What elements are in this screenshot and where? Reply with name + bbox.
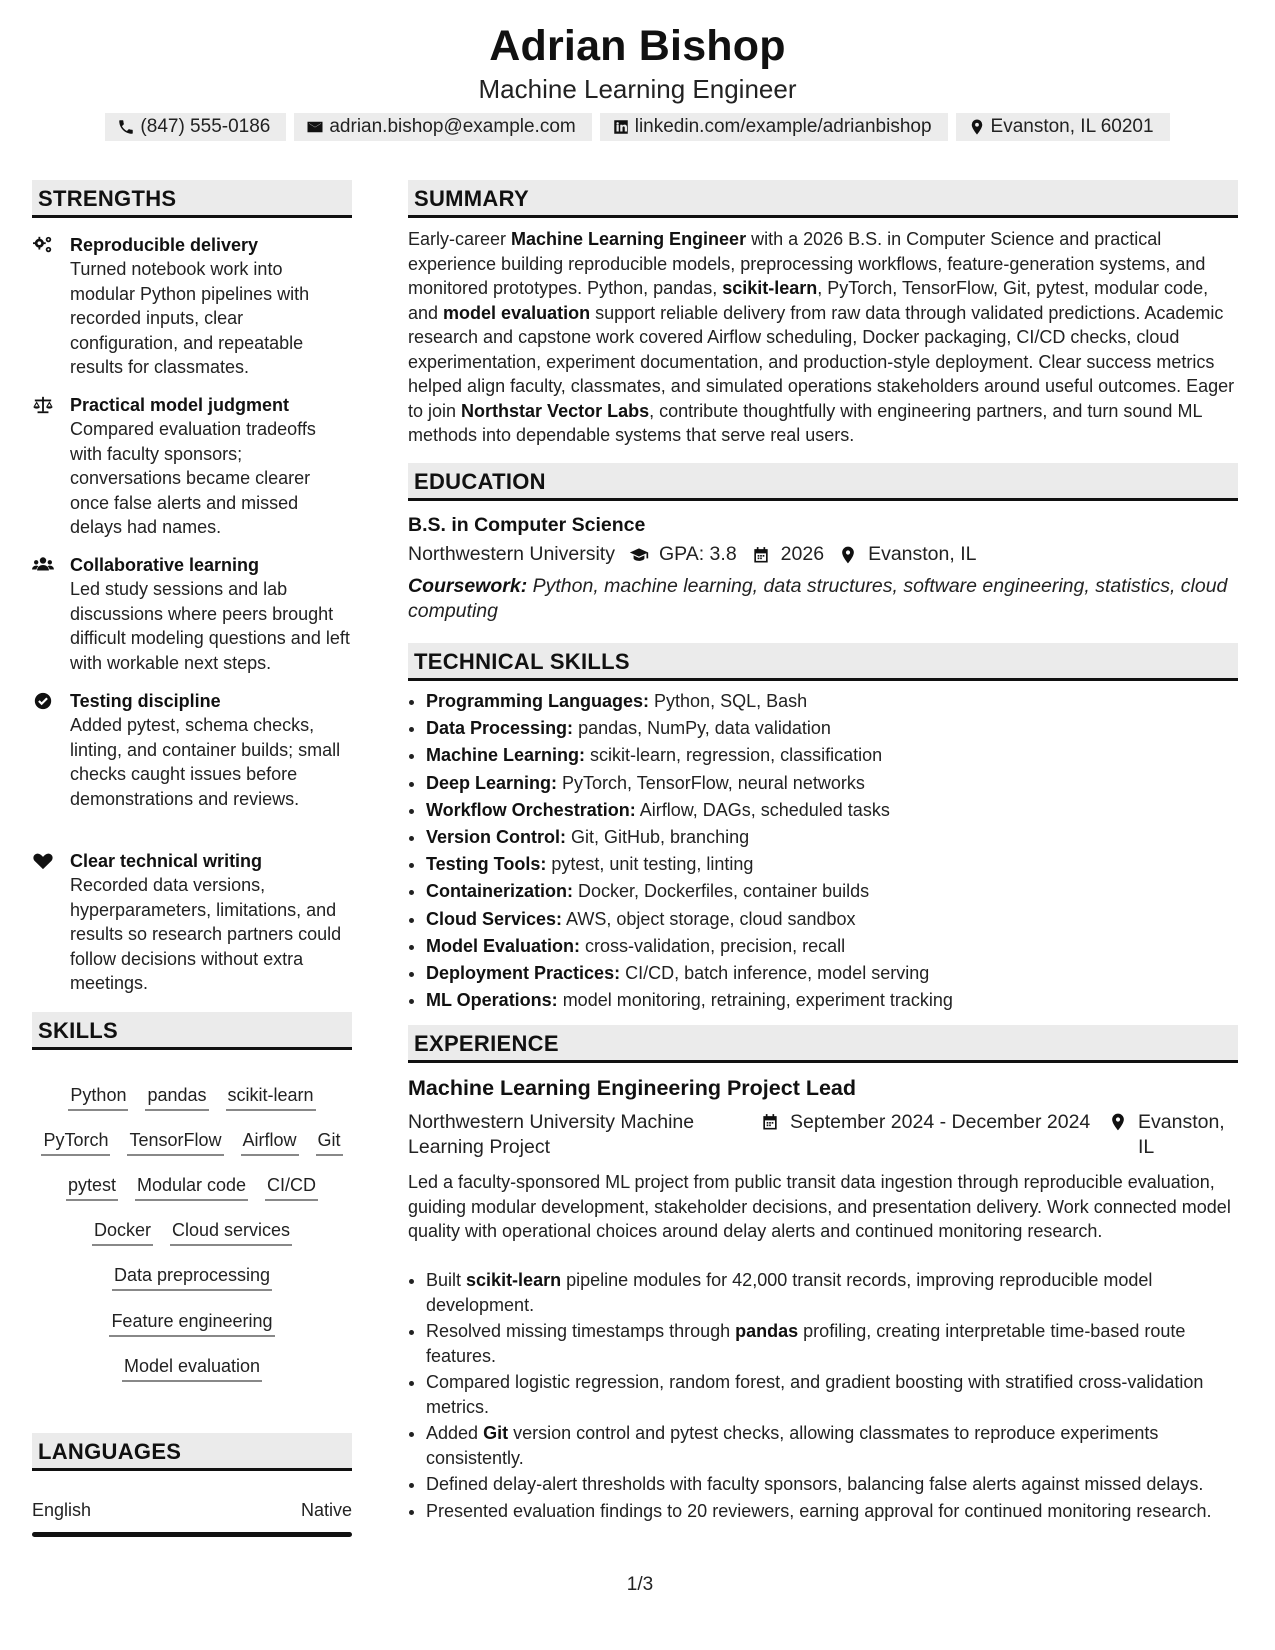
map-pin-icon: [968, 118, 986, 136]
technical-skill-label: Deep Learning:: [426, 772, 558, 793]
technical-skill-item: [426, 878, 1246, 905]
skill-tag-row: [32, 1219, 352, 1246]
body-text: version control and pytest checks, allowing classmates to reproduce experiments consistently.: [426, 1423, 1159, 1468]
contact-email[interactable]: [294, 113, 591, 141]
education-heading: [408, 463, 1238, 501]
phone-icon: [117, 118, 135, 136]
strength-title: Collaborative learning: [70, 555, 260, 575]
skill-tag-row: [32, 1129, 352, 1156]
strength-text: Turned notebook work into modular Python pipelines with recorded inputs, clear configuration, and repeatable results for classmates.: [70, 259, 310, 377]
job-location-text: Evanston, IL: [1138, 1111, 1225, 1158]
job-bullet: [426, 1472, 1246, 1497]
technical-skill-item: [426, 960, 1246, 987]
language-proficiency-bar: [32, 1532, 352, 1537]
gpa: GPA: 3.8: [658, 543, 737, 565]
coursework: [408, 574, 1238, 624]
skill-tag-row: [32, 1355, 352, 1382]
technical-skill-label: Model Evaluation:: [426, 935, 581, 956]
job-description: Led a faculty-sponsored ML project from public transit data ingestion through reproducible evaluation, guiding modular development, stakeholder decisions, and presentation delivery. Work connected model quality with operational choices around delay alerts and continued monitoring research.: [408, 1172, 1231, 1241]
strength-title: Clear technical writing: [70, 851, 263, 871]
job-bullet: [426, 1421, 1246, 1470]
technical-skill-item: [426, 715, 1246, 742]
technical-skill-value: CI/CD, batch inference, model serving: [620, 963, 930, 984]
technical-skills-list: [408, 688, 1246, 1014]
language-level: Native: [300, 1500, 352, 1520]
strength-text: Compared evaluation tradeoffs with faculty sponsors; conversations became clearer once false alerts and missed delays had names.: [70, 419, 316, 537]
languages-heading-text: LANGUAGES: [38, 1439, 182, 1464]
skill-tag: Docker: [92, 1219, 153, 1246]
body-text: Built: [426, 1270, 467, 1290]
body-text: with a 2026 B.S. in Computer Science and practical experience building reproducible models, preprocessing workflows, feature-generation systems, and monitored prototypes. Python, pandas,: [408, 229, 1206, 298]
contact-location-text: Evanston, IL 60201: [990, 116, 1154, 137]
candidate-title: Machine Learning Engineer: [478, 74, 797, 104]
strength-text: Led study sessions and lab discussions where peers brought difficult modeling questions and left with workable next steps.: [70, 579, 350, 673]
job-bullet: [426, 1268, 1246, 1317]
emphasis-text: scikit-learn: [722, 278, 818, 298]
education-meta: [408, 543, 976, 566]
strength-title: Testing discipline: [70, 691, 221, 711]
technical-skill-item: [426, 742, 1246, 769]
technical-skill-label: Cloud Services:: [426, 908, 563, 929]
skill-tag: Feature engineering: [109, 1310, 274, 1337]
skill-tag: CI/CD: [265, 1174, 318, 1201]
contact-linkedin-text: linkedin.com/example/adrianbishop: [634, 116, 932, 137]
skill-tag-row: [32, 1084, 352, 1111]
strength-item: [32, 553, 352, 675]
users-icon: [32, 555, 54, 575]
job-bullet: [426, 1319, 1246, 1368]
school-name: Northwestern University: [408, 543, 615, 565]
contact-linkedin[interactable]: [600, 113, 948, 141]
languages-heading: [32, 1433, 352, 1471]
job-title: Machine Learning Engineering Project Lead: [408, 1076, 857, 1100]
candidate-name: Adrian Bishop: [489, 22, 786, 70]
strength-item: [32, 233, 352, 380]
skill-tag: scikit-learn: [226, 1084, 316, 1111]
technical-skill-label: ML Operations:: [426, 990, 558, 1011]
technical-skill-value: Git, GitHub, branching: [566, 827, 750, 848]
body-text: Added: [426, 1423, 484, 1443]
skill-tag: Data preprocessing: [112, 1264, 272, 1291]
school-location: Evanston, IL: [868, 543, 977, 565]
skill-tag: PyTorch: [41, 1129, 110, 1156]
technical-skill-item: [426, 987, 1246, 1014]
technical-skill-value: Python, SQL, Bash: [649, 691, 808, 711]
technical-skills-heading-text: TECHNICAL SKILLS: [414, 649, 630, 674]
emphasis-text: scikit-learn: [466, 1270, 562, 1290]
job-organization: Northwestern University Machine Learning Project: [408, 1111, 695, 1158]
skill-tag: Python: [68, 1084, 128, 1111]
summary-heading-text: SUMMARY: [414, 186, 529, 211]
job-bullet: [426, 1370, 1246, 1419]
degree-title: B.S. in Computer Science: [408, 514, 646, 536]
language-name: English: [32, 1500, 92, 1520]
experience-heading: [408, 1025, 1238, 1063]
technical-skill-item: [426, 770, 1246, 797]
technical-skills-heading: [408, 643, 1238, 681]
technical-skill-label: Programming Languages:: [426, 691, 650, 711]
emphasis-text: Git: [483, 1423, 509, 1443]
technical-skill-value: cross-validation, precision, recall: [580, 935, 846, 956]
technical-skill-value: Docker, Dockerfiles, container builds: [573, 881, 870, 902]
strength-item: [32, 393, 352, 540]
job-bullets: [408, 1268, 1246, 1525]
map-pin-icon: [838, 545, 858, 565]
skill-tag: Git: [316, 1129, 343, 1156]
body-text: , PyTorch, TensorFlow, Git, pytest, modular code, and: [408, 278, 1209, 323]
scale-icon: [32, 395, 54, 415]
technical-skill-value: Airflow, DAGs, scheduled tasks: [635, 799, 890, 820]
skill-tag: Model evaluation: [122, 1355, 262, 1382]
job-location: [1108, 1110, 1238, 1159]
skill-tag: Airflow: [241, 1129, 299, 1156]
body-text: Compared logistic regression, random forest, and gradient boosting with stratified cross-validation metrics.: [426, 1372, 1204, 1417]
experience-heading-text: EXPERIENCE: [414, 1031, 559, 1056]
technical-skill-label: Testing Tools:: [426, 854, 547, 875]
strengths-heading: [32, 180, 352, 218]
technical-skill-value: AWS, object storage, cloud sandbox: [562, 908, 856, 929]
skill-tag-row: [32, 1174, 352, 1201]
technical-skill-value: model monitoring, retraining, experiment tracking: [557, 990, 953, 1011]
strength-text: Added pytest, schema checks, linting, and container builds; small checks caught issues before demonstrations and reviews.: [70, 715, 341, 809]
contact-email-text: adrian.bishop@example.com: [329, 116, 576, 137]
contact-phone[interactable]: [105, 113, 286, 141]
contact-bar: [0, 113, 1275, 141]
strength-item: [32, 849, 352, 996]
contact-location: [956, 113, 1170, 141]
skill-tag: pytest: [66, 1174, 118, 1201]
body-text: Resolved missing timestamps through: [426, 1321, 736, 1341]
strength-text: Recorded data versions, hyperparameters, limitations, and results so research partners could follow decisions without extra meetings.: [70, 875, 342, 993]
heart-icon: [32, 851, 54, 871]
summary-heading: [408, 180, 1238, 218]
skill-tag: Cloud services: [170, 1219, 292, 1246]
skills-heading-text: SKILLS: [38, 1018, 119, 1043]
coursework-list: Python, machine learning, data structures, software engineering, statistics, cloud computing: [408, 575, 1228, 622]
body-text: support reliable delivery from raw data through validated predictions. Academic research and capstone work covered Airflow scheduling, Docker packaging, CI/CD checks, cloud experimentation, experiment documentation, and production-style deployment. Clear success metrics helped align faculty, classmates, and simulated operations stakeholders around useful outcomes. Eager to join: [408, 302, 1235, 421]
technical-skill-value: pandas, NumPy, data validation: [573, 718, 831, 739]
technical-skill-label: Workflow Orchestration:: [426, 799, 636, 820]
technical-skill-item: [426, 906, 1246, 933]
job-dates-text: September 2024 - December 2024: [790, 1111, 1091, 1133]
page-number: 1/3: [626, 1574, 654, 1595]
map-pin-icon: [1108, 1112, 1128, 1132]
skill-tag: Modular code: [135, 1174, 248, 1201]
body-text: Presented evaluation findings to 20 reviewers, earning approval for continued monitoring research.: [426, 1500, 1212, 1521]
skills-heading: [32, 1012, 352, 1050]
education-heading-text: EDUCATION: [414, 469, 546, 494]
technical-skill-item: [426, 851, 1246, 878]
emphasis-text: Northstar Vector Labs: [461, 400, 650, 421]
technical-skill-value: scikit-learn, regression, classification: [585, 745, 883, 766]
technical-skill-item: [426, 933, 1246, 960]
graduation-cap-icon: [629, 545, 649, 565]
body-text: Defined delay-alert thresholds with faculty sponsors, balancing false alerts against missed delays.: [426, 1474, 1204, 1494]
technical-skill-item: [426, 688, 1246, 715]
envelope-icon: [306, 118, 324, 136]
summary-text: [408, 227, 1238, 448]
body-text: Early-career: [408, 229, 512, 249]
strength-title: Practical model judgment: [70, 395, 290, 415]
emphasis-text: Machine Learning Engineer: [511, 229, 747, 249]
calendar-icon: [760, 1112, 780, 1132]
body-text: , contribute thoughtfully with engineering partners, and turn sound ML methods into dependable systems that serve real users.: [408, 400, 1202, 445]
calendar-icon: [751, 545, 771, 565]
body-text: pipeline modules for 42,000 transit records, improving reproducible model development.: [426, 1270, 1153, 1315]
emphasis-text: model evaluation: [443, 302, 591, 323]
emphasis-text: pandas: [735, 1321, 799, 1341]
strengths-heading-text: STRENGTHS: [38, 186, 177, 211]
technical-skill-label: Containerization:: [426, 881, 573, 902]
strength-item: [32, 689, 352, 811]
job-dates: [760, 1110, 1090, 1135]
check-circle-icon: [32, 691, 54, 711]
technical-skill-label: Version Control:: [426, 827, 567, 848]
gears-icon: [32, 235, 54, 255]
linkedin-icon: [612, 118, 630, 136]
technical-skill-value: PyTorch, TensorFlow, neural networks: [557, 772, 865, 793]
technical-skill-item: [426, 797, 1246, 824]
technical-skill-item: [426, 824, 1246, 851]
body-text: profiling, creating interpretable time-based route features.: [426, 1321, 1186, 1366]
skill-tag: pandas: [145, 1084, 208, 1111]
job-bullet: [426, 1499, 1246, 1524]
graduation-year: 2026: [780, 543, 825, 565]
technical-skill-label: Data Processing:: [426, 718, 574, 739]
technical-skill-label: Deployment Practices:: [426, 963, 621, 984]
skill-tag-row: [32, 1264, 352, 1291]
coursework-label: Coursework:: [408, 575, 528, 597]
contact-phone-text: (847) 555-0186: [140, 116, 271, 137]
skill-tag-row: [32, 1310, 352, 1337]
technical-skill-value: pytest, unit testing, linting: [546, 854, 754, 875]
technical-skill-label: Machine Learning:: [426, 745, 586, 766]
skill-tag: TensorFlow: [127, 1129, 223, 1156]
strength-title: Reproducible delivery: [70, 235, 259, 255]
